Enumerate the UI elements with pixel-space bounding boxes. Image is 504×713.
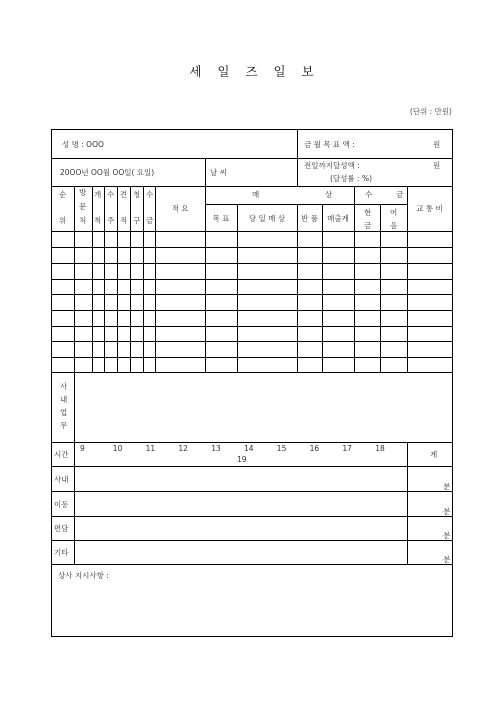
hour-label: 12 <box>178 444 188 453</box>
col-returns: 반 품 <box>301 214 318 223</box>
won-unit-1: 원 <box>433 140 441 149</box>
internal-work-label-4: 무 <box>60 421 68 430</box>
achievement-rate-label: (달성률 : %) <box>330 174 373 183</box>
activity-label-meeting: 면담 <box>54 524 69 533</box>
hour-label: 17 <box>342 444 352 453</box>
time-label: 시간 <box>54 450 69 459</box>
total-label: 계 <box>430 450 438 459</box>
report-form <box>51 129 453 637</box>
name-label: 성 명 : OOO <box>62 140 104 149</box>
col-seq-2: 위 <box>59 216 67 225</box>
col-sugeum-2: 금 <box>146 216 154 225</box>
weather-label: 날 씨 <box>210 168 227 177</box>
hour-label: 14 <box>244 444 254 453</box>
col-memo: 적 요 <box>171 204 189 213</box>
won-unit-2: 원 <box>433 161 441 170</box>
date-label: 20OO년 OO월 OO일( 요일) <box>60 168 155 177</box>
page-title: 세 일 즈 일 보 <box>189 64 315 79</box>
col-sales-b: 상 <box>325 190 333 199</box>
col-collect-b: 금 <box>396 190 404 199</box>
col-transport: 교 통 비 <box>416 204 443 213</box>
hour-label: 10 <box>112 444 123 453</box>
col-su: 수 <box>107 190 115 199</box>
internal-work-label-1: 사 <box>60 382 68 391</box>
col-sales-total: 매출계 <box>327 214 349 223</box>
activity-unit-other: 분 <box>443 555 451 564</box>
unit-note: (단위 : 만원) <box>409 107 452 116</box>
hour-label: 16 <box>309 444 320 453</box>
activity-unit-internal: 분 <box>443 482 451 491</box>
col-su-2: 주 <box>107 216 115 225</box>
col-cheong: 청 <box>133 190 141 199</box>
hour-label: 15 <box>276 444 287 453</box>
activity-label-move: 이동 <box>54 500 69 509</box>
col-visit-2: 문 <box>79 202 87 211</box>
col-collect-a: 수 <box>365 190 373 199</box>
col-bill-2: 음 <box>390 221 398 230</box>
col-gae: 개 <box>94 190 102 199</box>
col-gyeon-2: 적 <box>120 216 128 225</box>
activity-unit-move: 분 <box>443 507 451 516</box>
hour-label: 11 <box>145 444 156 453</box>
col-gae-2: 척 <box>94 216 102 225</box>
col-sales-a: 매 <box>252 190 260 199</box>
internal-work-label-2: 내 <box>60 395 68 404</box>
boss-instructions-label: 상사 지시사항 : <box>58 571 109 580</box>
internal-work-label-3: 업 <box>60 408 68 417</box>
col-visit: 방 <box>79 188 87 197</box>
col-daily-sales: 당 일 매 상 <box>248 214 286 223</box>
activity-label-internal: 사내 <box>54 475 69 484</box>
col-gyeon: 견 <box>120 190 128 199</box>
col-bill: 어 <box>390 208 398 217</box>
col-visit-3: 처 <box>79 216 87 225</box>
hour-label: 9 <box>80 444 85 453</box>
col-cash: 현 <box>364 208 372 217</box>
activity-label-other: 기타 <box>54 548 69 557</box>
col-cash-2: 금 <box>364 221 372 230</box>
col-target: 목 표 <box>212 214 230 223</box>
activity-unit-meeting: 분 <box>443 531 451 540</box>
col-sugeum: 수 <box>146 190 154 199</box>
hour-label: 18 <box>375 444 385 453</box>
col-seq: 순 <box>59 190 67 199</box>
prev-achieved-label: 전일까지달성액 : <box>304 161 360 170</box>
col-cheong-2: 구 <box>133 216 141 225</box>
hour-label: 13 <box>211 444 221 453</box>
monthly-target-label: 금 월 목 표 액 : <box>304 140 355 149</box>
hour-label-19: 19 <box>237 455 247 464</box>
